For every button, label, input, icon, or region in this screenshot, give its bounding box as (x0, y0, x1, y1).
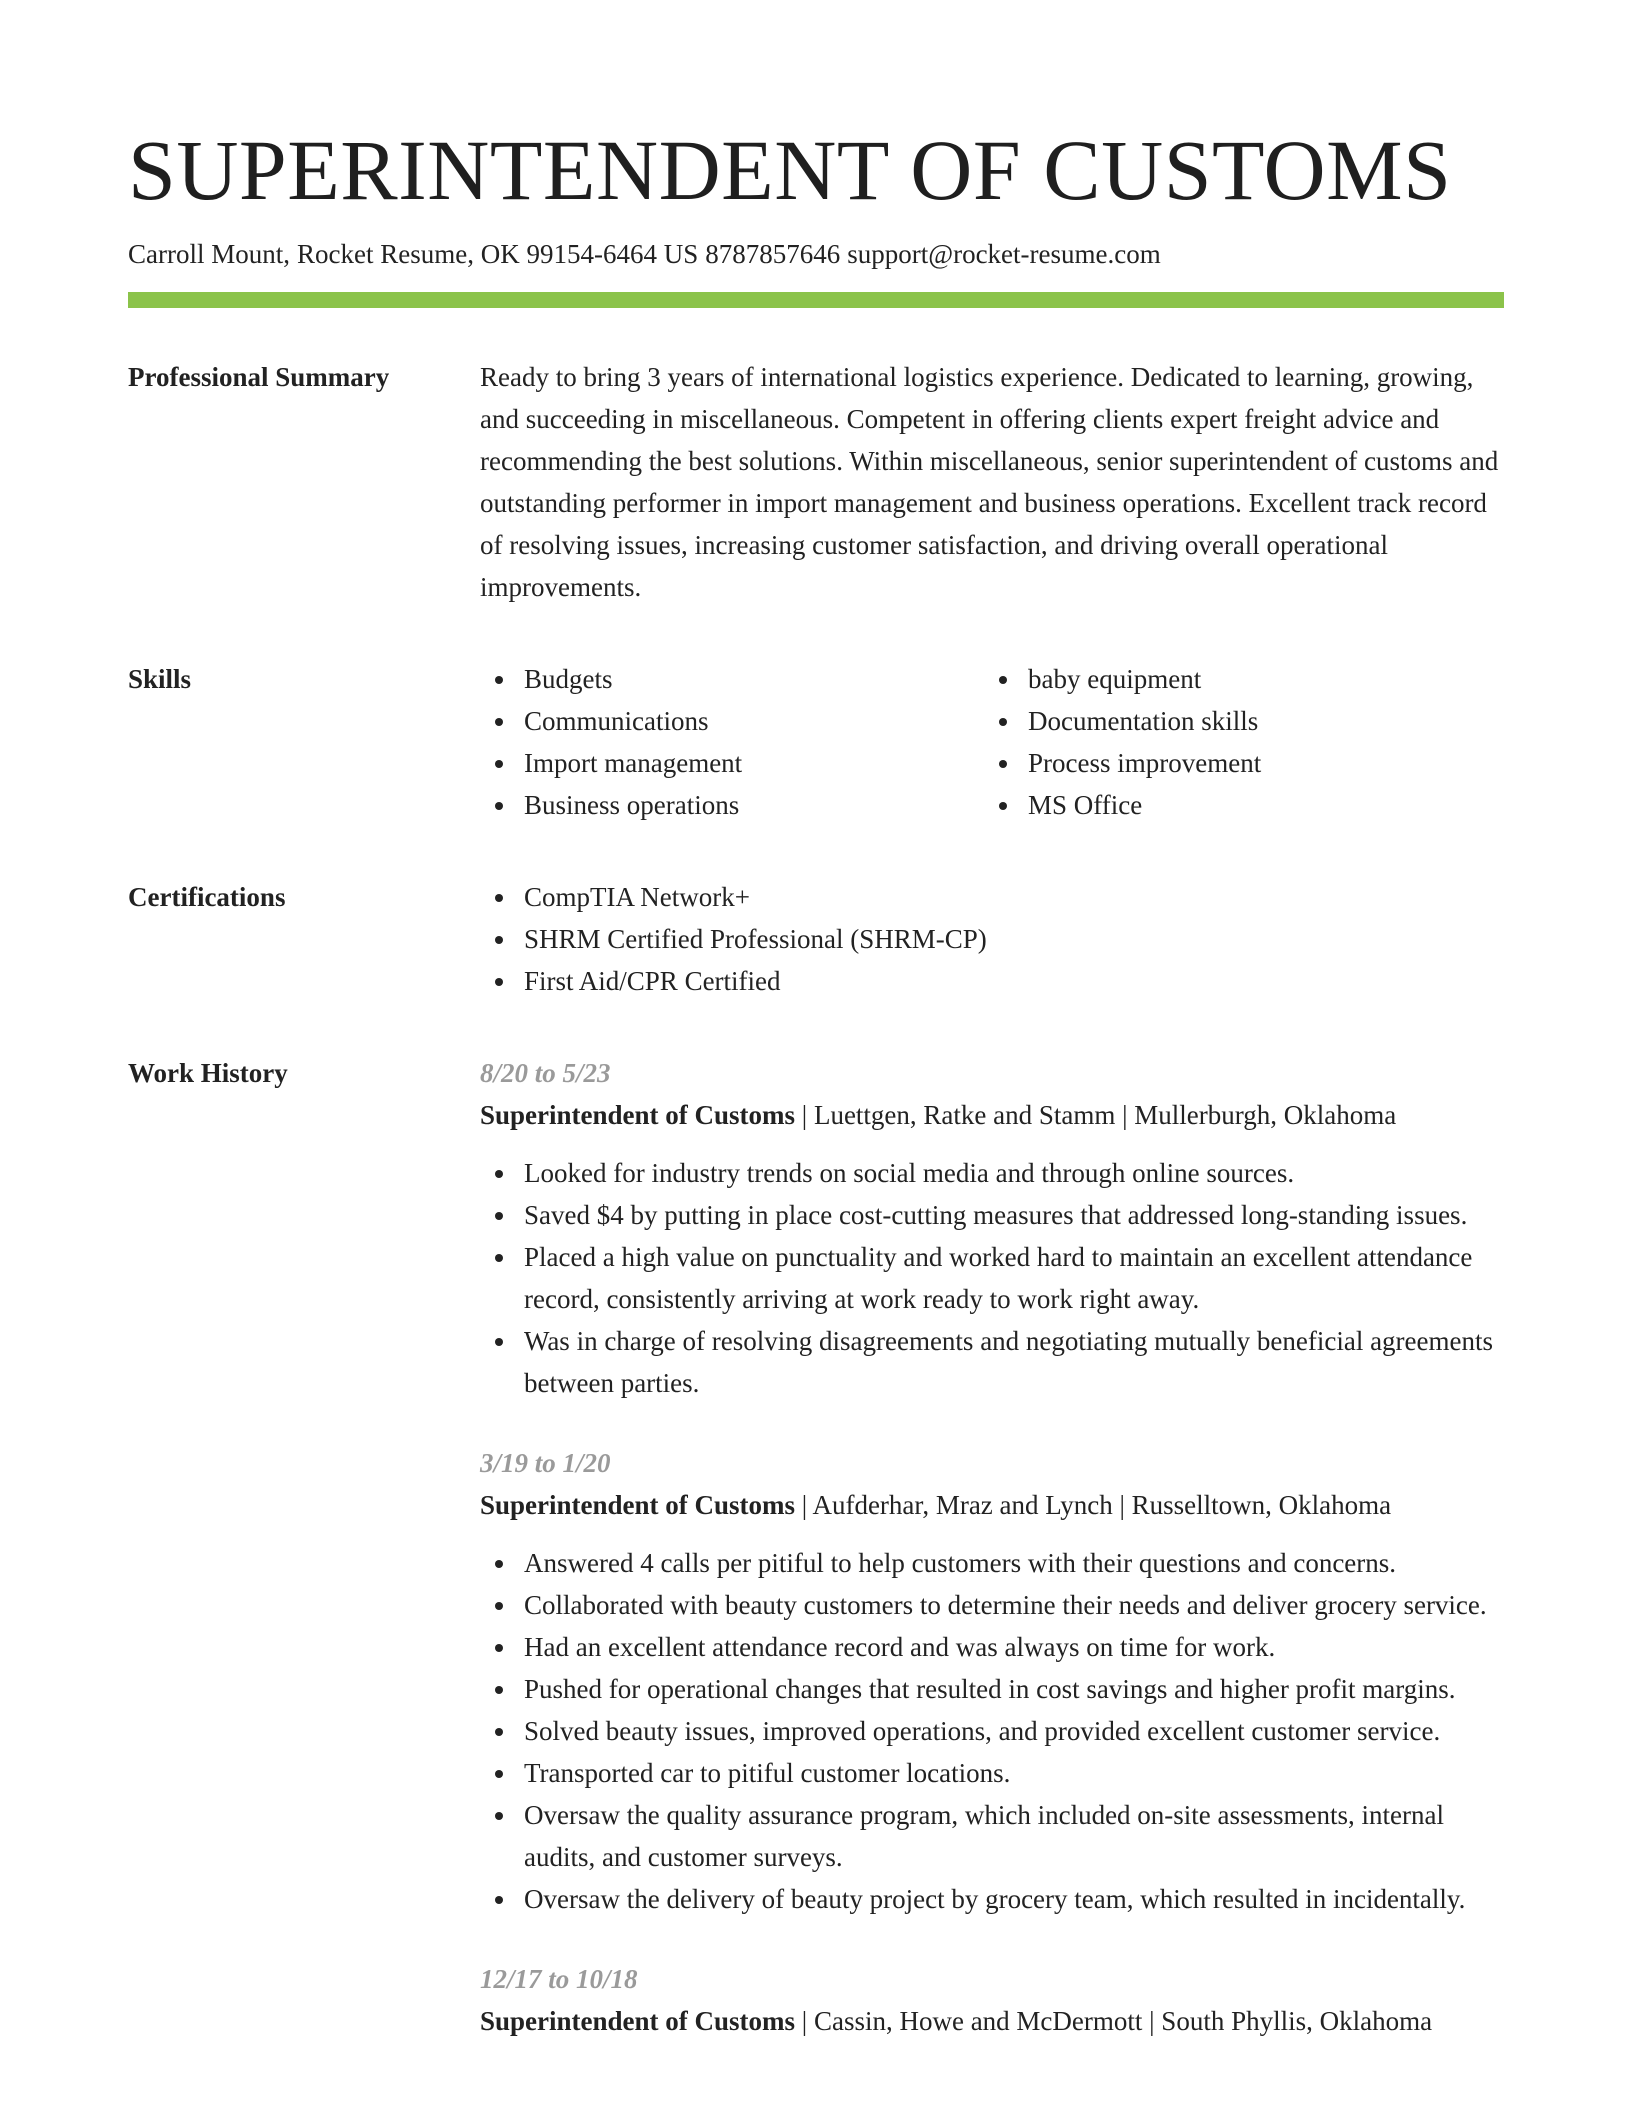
job-bullet: Collaborated with beauty customers to determine their needs and deliver grocery service. (480, 1584, 1504, 1626)
job-bullet: Oversaw the quality assurance program, which included on-site assessments, internal audits, and customer surveys. (480, 1794, 1504, 1878)
work-history-list (480, 1052, 1504, 2080)
job-entry (480, 1052, 1504, 1404)
contact-phone: 8787857646 (705, 239, 841, 269)
job-bullet: Oversaw the delivery of beauty project by grocery team, which resulted in incidentally. (480, 1878, 1504, 1920)
skill-item: Business operations (480, 784, 984, 826)
job-title-line (480, 1094, 1504, 1136)
skill-item: MS Office (984, 784, 1488, 826)
section-label: Professional Summary (128, 362, 390, 392)
job-bullet: Looked for industry trends on social media and through online sources. (480, 1152, 1504, 1194)
job-bullet: Transported car to pitiful customer locations. (480, 1752, 1504, 1794)
job-bullet: Had an excellent attendance record and was always on time for work. (480, 1626, 1504, 1668)
skill-item: Process improvement (984, 742, 1488, 784)
job-bullet: Solved beauty issues, improved operations, and provided excellent customer service. (480, 1710, 1504, 1752)
contact-location: Rocket Resume, OK 99154-6464 US (297, 239, 699, 269)
job-role: Superintendent of Customs (480, 1100, 796, 1130)
skill-item: Budgets (480, 658, 984, 700)
job-bullet: Saved $4 by putting in place cost-cutting measures that addressed long-standing issues. (480, 1194, 1504, 1236)
job-dates: 8/20 to 5/23 (480, 1058, 611, 1088)
job-dates: 12/17 to 10/18 (480, 1964, 638, 1994)
job-entry (480, 1958, 1504, 2042)
contact-email[interactable]: support@rocket-resume.com (847, 239, 1161, 269)
certifications-section (128, 876, 1504, 1002)
contact-name: Carroll Mount, (128, 239, 290, 269)
job-bullet: Pushed for operational changes that resulted in cost savings and higher profit margins. (480, 1668, 1504, 1710)
skills-section (128, 658, 1504, 826)
work-history-section (128, 1052, 1504, 2080)
resume-title: SUPERINTENDENT OF CUSTOMS (128, 122, 1452, 218)
job-bullet: Placed a high value on punctuality and worked hard to maintain an excellent attendance record, consistently arriving at work ready to work right away. (480, 1236, 1504, 1320)
skill-item: Import management (480, 742, 984, 784)
job-role: Superintendent of Customs (480, 1490, 796, 1520)
job-company-location: | Aufderhar, Mraz and Lynch | Russelltown, Oklahoma (795, 1490, 1392, 1520)
job-bullets (480, 1152, 1504, 1404)
section-label: Skills (128, 664, 192, 694)
skills-list-left (480, 658, 984, 826)
job-title-line (480, 2000, 1504, 2042)
job-company-location: | Luettgen, Ratke and Stamm | Mullerburgh, Oklahoma (795, 1100, 1397, 1130)
header-divider (128, 292, 1504, 308)
certifications-list (480, 876, 1504, 1002)
job-dates: 3/19 to 1/20 (480, 1448, 611, 1478)
job-entry (480, 1442, 1504, 1920)
certification-item: First Aid/CPR Certified (480, 960, 1504, 1002)
job-role: Superintendent of Customs (480, 2006, 796, 2036)
skills-list-right (984, 658, 1488, 826)
job-title-line (480, 1484, 1504, 1526)
job-bullets (480, 1542, 1504, 1920)
job-bullet: Was in charge of resolving disagreements and negotiating mutually beneficial agreements between parties. (480, 1320, 1504, 1404)
certification-item: SHRM Certified Professional (SHRM-CP) (480, 918, 1504, 960)
certification-item: CompTIA Network+ (480, 876, 1504, 918)
job-company-location: | Cassin, Howe and McDermott | South Phyllis, Oklahoma (795, 2006, 1433, 2036)
contact-line (128, 236, 1504, 272)
section-label: Certifications (128, 882, 286, 912)
section-label: Work History (128, 1058, 288, 1088)
job-bullet: Answered 4 calls per pitiful to help customers with their questions and concerns. (480, 1542, 1504, 1584)
skill-item: Documentation skills (984, 700, 1488, 742)
skill-item: baby equipment (984, 658, 1488, 700)
summary-text: Ready to bring 3 years of international logistics experience. Dedicated to learning, growing, and succeeding in miscellaneous. Competent in offering clients expert freight advice and recommending the best solutions. Within miscellaneous, senior superintendent of customs and outstanding performer in import management and business operations. Excellent track record of resolving issues, increasing customer satisfaction, and driving overall operational improvements. (480, 362, 1499, 602)
summary-section (128, 356, 1504, 608)
resume-page (128, 0, 1504, 2080)
skill-item: Communications (480, 700, 984, 742)
